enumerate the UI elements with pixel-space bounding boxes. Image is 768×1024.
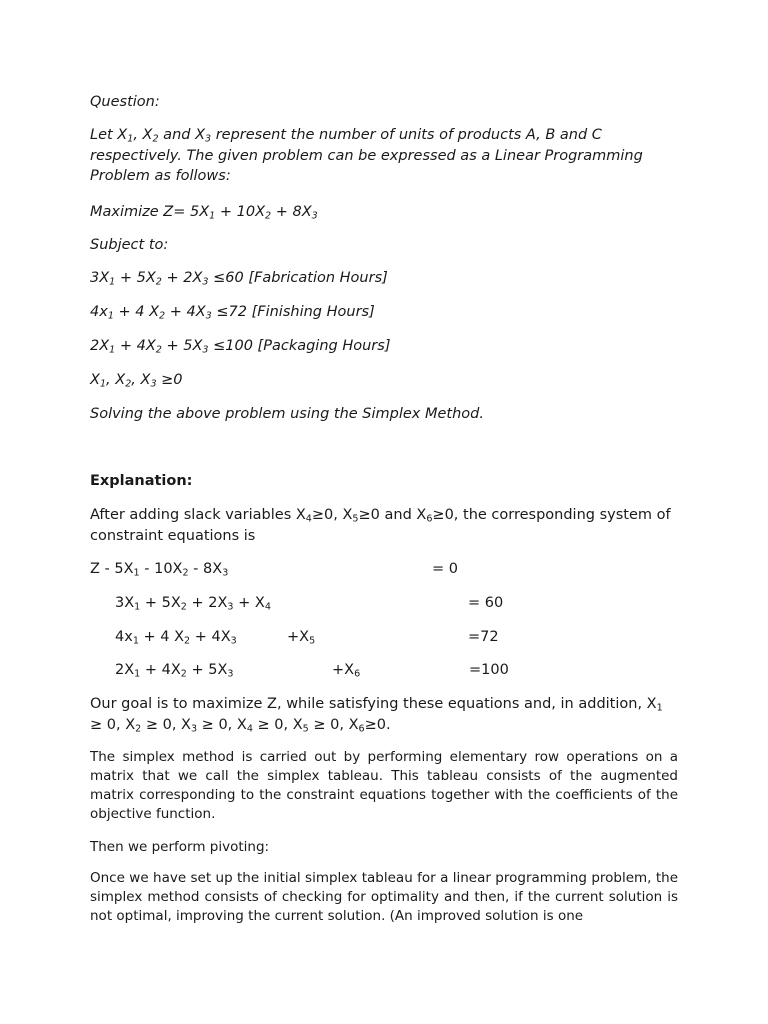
equation-3-slack: $+X_6$ [332, 662, 361, 680]
equation-0-right: = 0 [432, 561, 458, 577]
constraint-fabrication: $3X_1 + 5X_2 + 2X_3 \le 60$ [Fabrication Hours] [90, 270, 388, 288]
explanation-heading: Explanation: [90, 473, 193, 489]
constraint-finishing: $4x_1 + 4$ $X_2 + 4X_3 \le 72$ [Finishing Hours] [90, 304, 375, 322]
slack-variables-text: After adding slack variables $X_4\ge 0$, $X_5\ge 0$ and $X_6\ge 0$, the corresponding system of constraint equations is [90, 507, 671, 544]
equation-0-left: Z - $5X_1 - 10X_2 - 8X_3$ [90, 561, 229, 579]
constraint-packaging: $2X_1 + 4X_2 + 5X_3 \le 100$ [Packaging Hours] [90, 338, 391, 356]
equation-2-left: $4x_1 + 4$ $X_2 + 4X_3$ [115, 629, 237, 647]
equation-3-left: $2X_1 + 4X_2 + 5X_3$ [115, 662, 234, 680]
equation-2-right: =72 [468, 629, 499, 645]
goal-text: Our goal is to maximize Z, while satisfying these equations and, in addition, $X_1 \ge 0$, $X_2 \ge 0$, $X_3 \ge 0$, $X_4 \ge 0$, $X_5 \ge 0$, $X_6\ge 0$. [90, 696, 663, 734]
subject-to-label: Subject to: [90, 237, 169, 253]
equation-1-right: = 60 [468, 595, 504, 611]
simplex-description: The simplex method is carried out by performing elementary row operations on a matrix that we call the simplex tableau. This tableau consists of the augmented matrix corresponding to the constraint equations together with the coefficients of the objective function. [90, 749, 678, 822]
equation-1-left: $3X_1 + 5X_2 + 2X_3 + X_4$ [115, 595, 271, 613]
question-heading: Question: [90, 94, 160, 110]
equation-2-slack: $+X_5$ [287, 629, 316, 647]
solving-statement: Solving the above problem using the Simplex Method. [90, 406, 484, 422]
question-intro: Let $X_1$, $X_2$ and $X_3$ represent the number of units of products A, B and C respectively. The given problem can be expressed as a Linear Programming Problem as follows: [90, 127, 643, 184]
objective-function: Maximize $Z= 5X_1 + 10X_2 + 8X_3$ [90, 204, 318, 222]
simplex-procedure-text: Once we have set up the initial simplex tableau for a linear programming problem, the simplex method consists of checking for optimality and then, if the current solution is not optimal, improving the current solution. (An improved solution is one [90, 870, 678, 924]
nonnegativity-constraint: $X_1$, $X_2$, $X_3 \ge 0$ [90, 372, 183, 390]
equation-3-right: =100 [469, 662, 509, 678]
pivoting-text: Then we perform pivoting: [90, 839, 270, 855]
